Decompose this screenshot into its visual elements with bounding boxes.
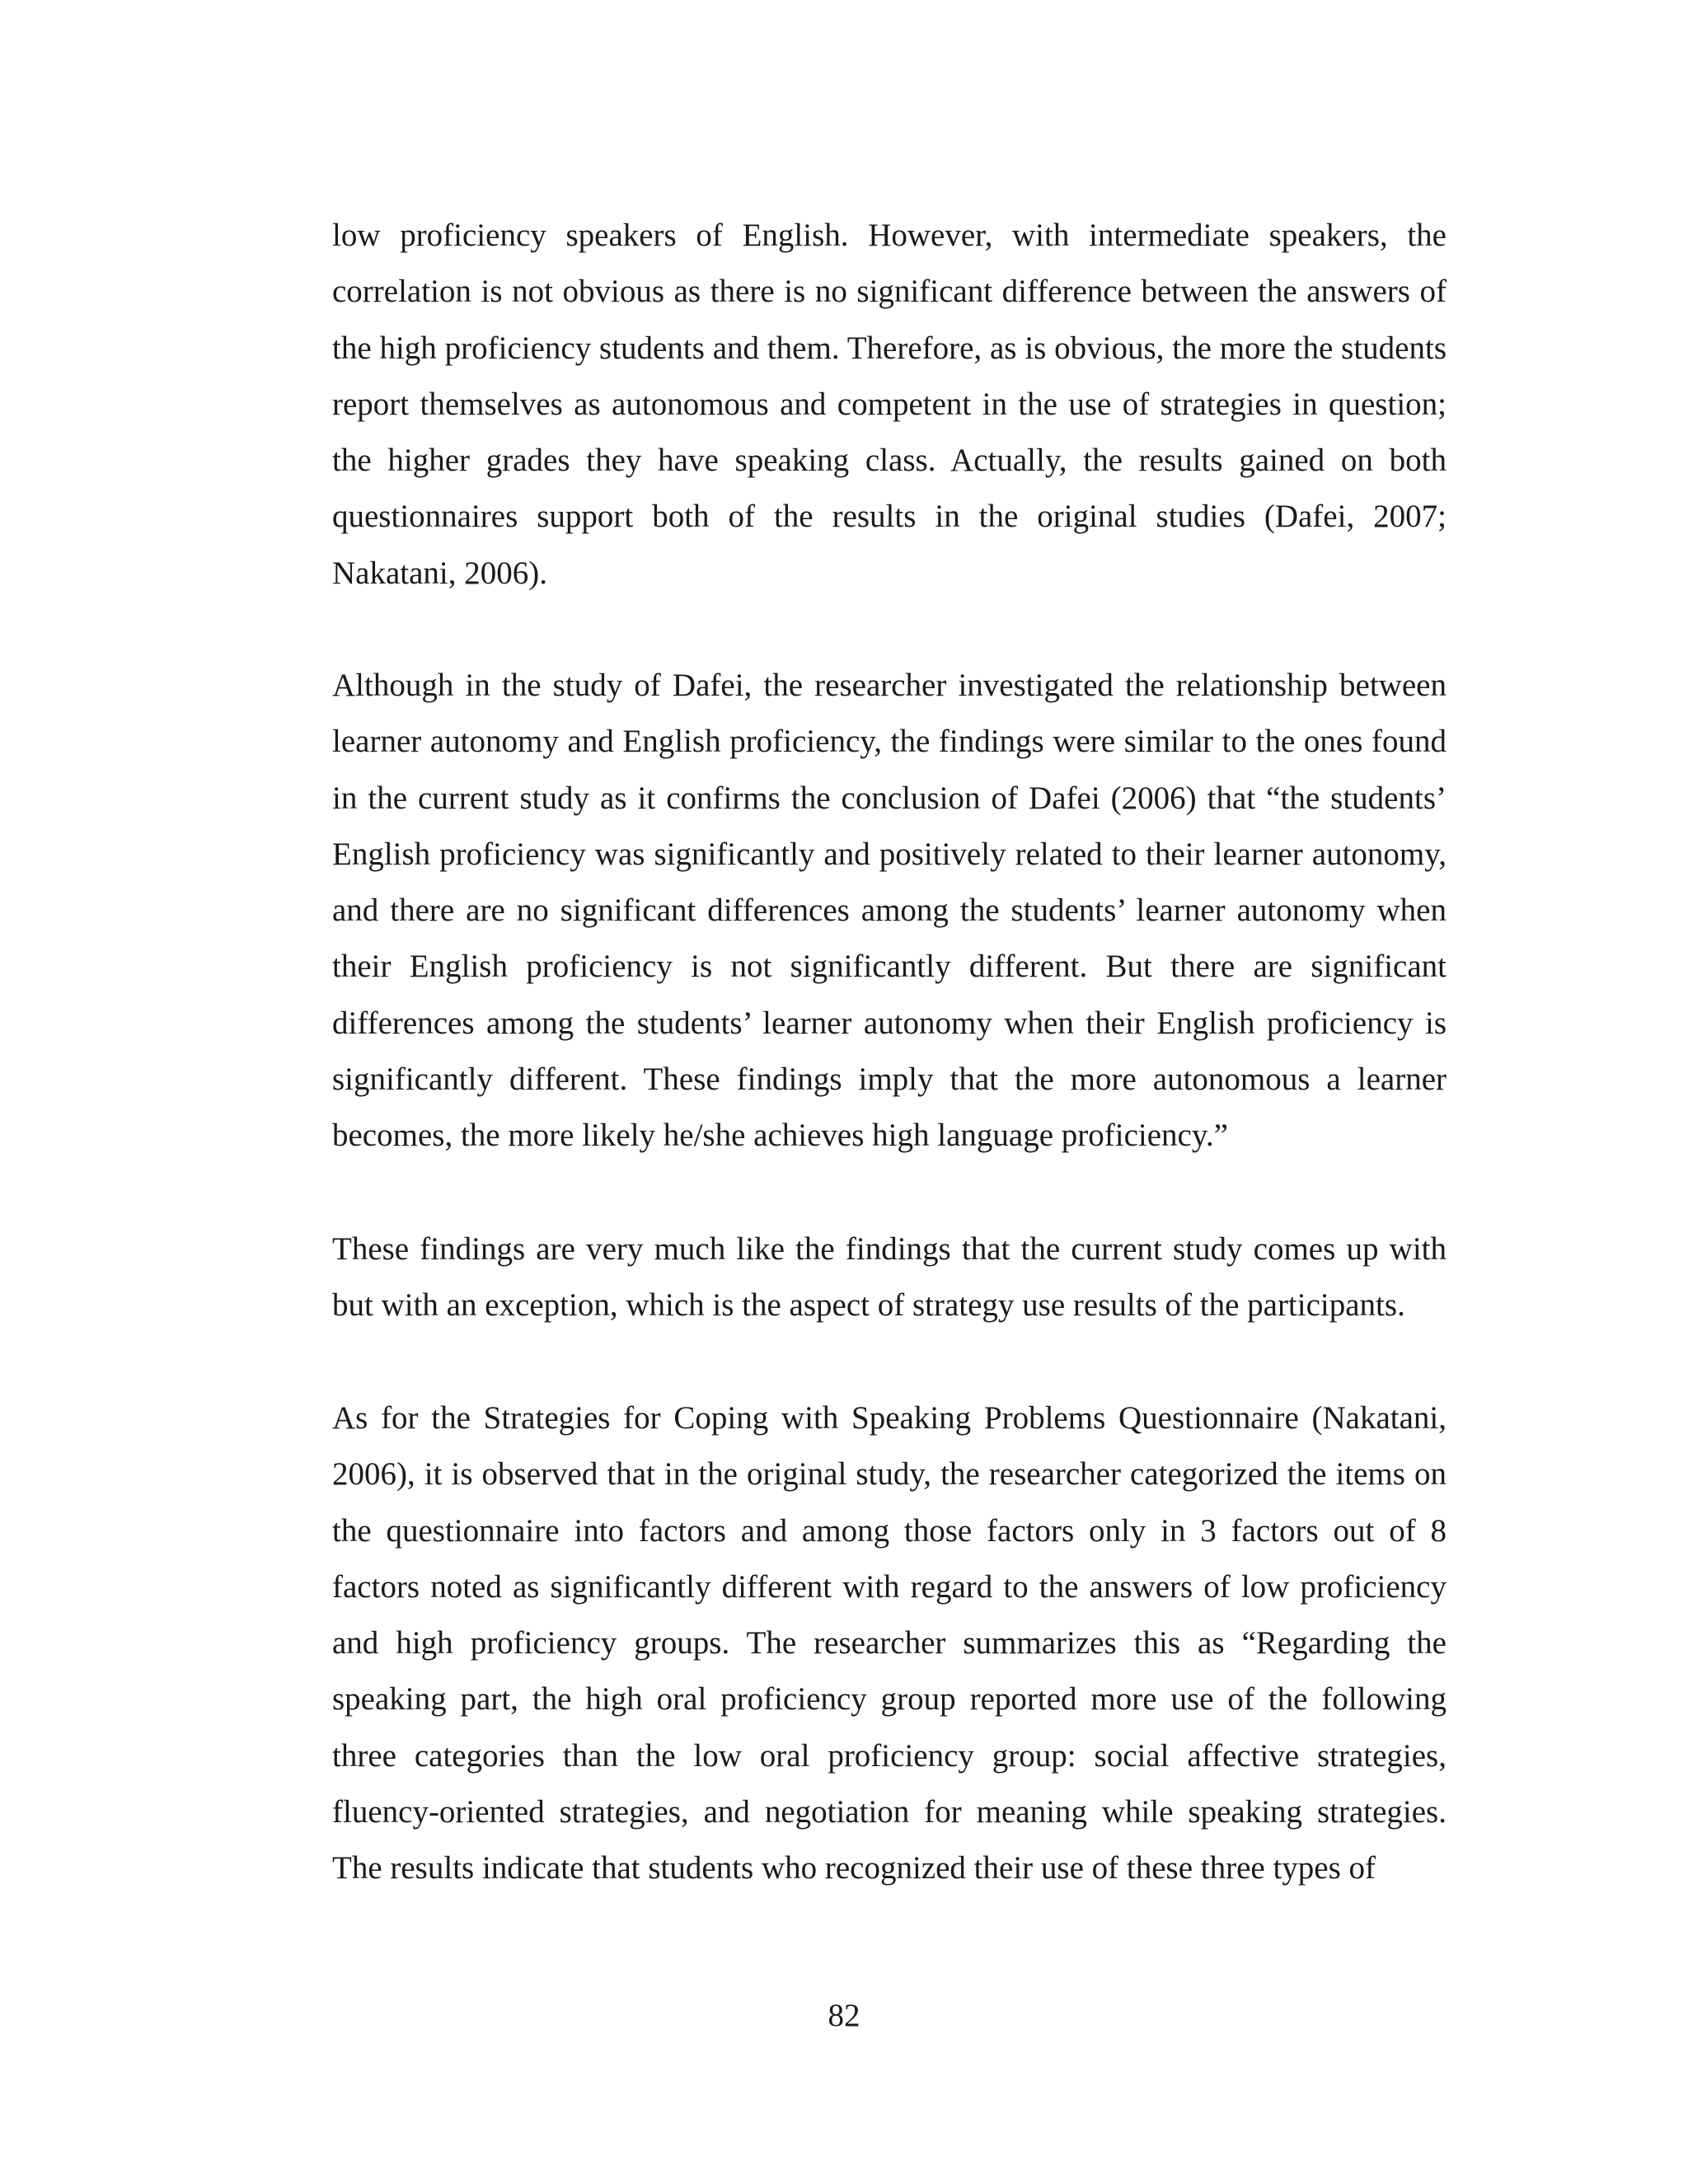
paragraph-3: These findings are very much like the findings that the current study comes up with but with an exception, which is the aspect of strategy use results of the participants. <box>332 1231 1447 1324</box>
paragraph-1: low proficiency speakers of English. However, with intermediate speakers, the correlation is not obvious as there is no significant difference between the answers of the high proficiency students and them. Therefore, as is obvious, the more the students report themselves as autonomous and competent in the use of strategies in question; the higher grades they have speaking class. Actually, the results gained on both questionnaires support both of the results in the original studies (Dafei, 2007; Nakatani, 2006). <box>332 218 1447 591</box>
paragraph-4: As for the Strategies for Coping with Speaking Problems Questionnaire (Nakatani, 2006), it is observed that in the original study, the researcher categorized the items on the questionnaire into factors and among those factors only in 3 factors out of 8 factors noted as significantly different with regard to the answers of low proficiency and high proficiency groups. The researcher summarizes this as “Regarding the speaking part, the high oral proficiency group reported more use of the following three categories than the low oral proficiency group: social affective strategies, fluency-oriented strategies, and negotiation for meaning while speaking strategies. The results indicate that students who recognized their use of these three types of <box>332 1400 1447 1886</box>
page-number: 82 <box>828 1998 860 2033</box>
paragraph-2: Although in the study of Dafei, the researcher investigated the relationship between learner autonomy and English proficiency, the findings were similar to the ones found in the current study as it confirms the conclusion of Dafei (2006) that “the students’ English proficiency was significantly and positively related to their learner autonomy, and there are no significant differences among the students’ learner autonomy when their English proficiency is not significantly different. But there are significant differences among the students’ learner autonomy when their English proficiency is significantly different. These findings imply that the more autonomous a learner becomes, the more likely he/she achieves high language proficiency.” <box>332 668 1447 1154</box>
